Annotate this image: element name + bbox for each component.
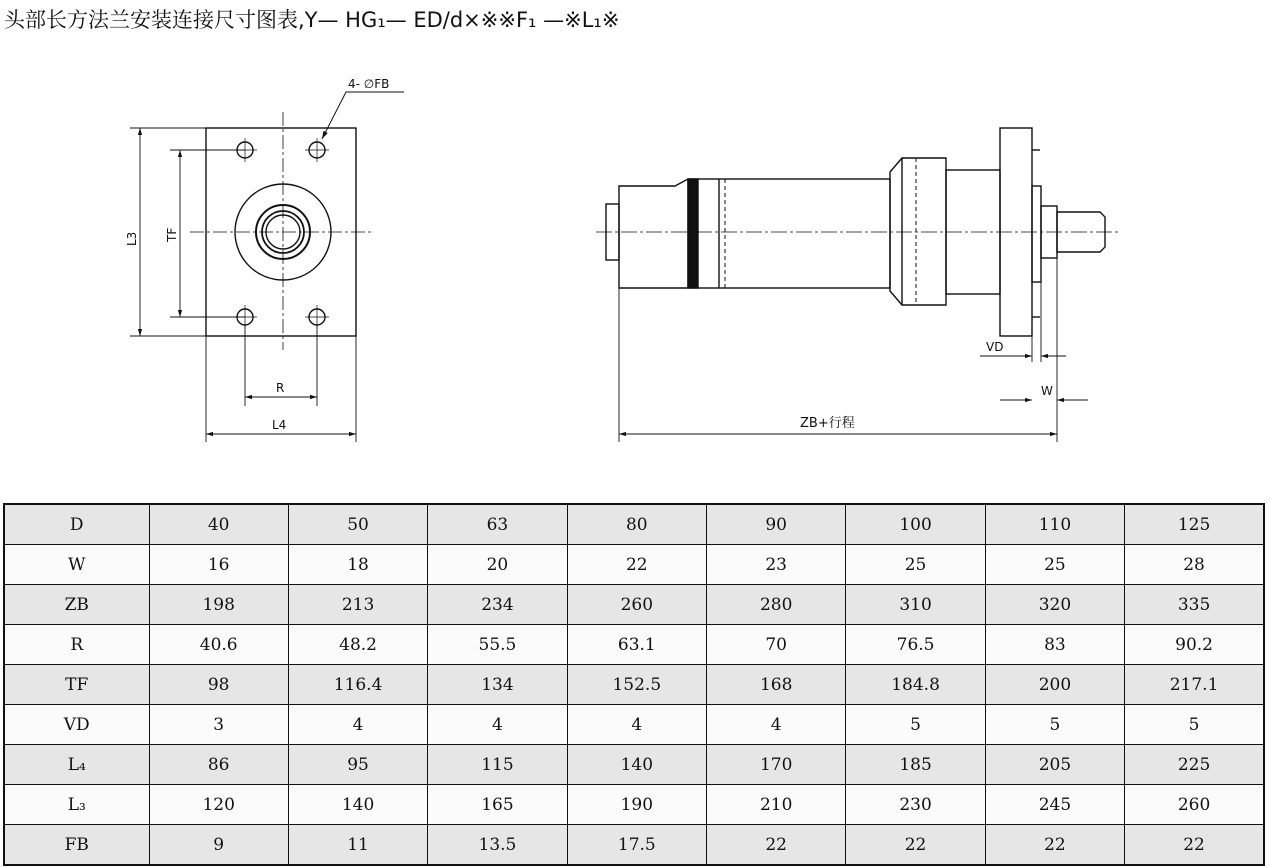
row-label: D: [4, 504, 149, 545]
table-cell: 234: [428, 585, 567, 625]
table-cell: 134: [428, 665, 567, 705]
vd-label: VD: [986, 340, 1004, 354]
tf-dimension: [170, 150, 245, 317]
table-cell: 40: [149, 504, 288, 545]
table-cell: 18: [288, 545, 427, 585]
table-cell: 184.8: [846, 665, 985, 705]
table-cell: 98: [149, 665, 288, 705]
table-row: [4, 785, 1264, 825]
table-cell: 152.5: [567, 665, 706, 705]
table-cell: 16: [149, 545, 288, 585]
table-cell: 225: [1125, 745, 1264, 785]
row-label: ZB: [4, 585, 149, 625]
table-cell: 198: [149, 585, 288, 625]
table-cell: 320: [985, 585, 1124, 625]
table-cell: 245: [985, 785, 1124, 825]
table-cell: 165: [428, 785, 567, 825]
dimension-table: [3, 503, 1265, 866]
l3-label: L3: [125, 231, 139, 246]
table-cell: 70: [707, 625, 846, 665]
table-cell: 95: [288, 745, 427, 785]
table-cell: 116.4: [288, 665, 427, 705]
table-cell: 13.5: [428, 825, 567, 866]
row-label: L₄: [4, 745, 149, 785]
w-label: W: [1041, 384, 1053, 398]
table-cell: 50: [288, 504, 427, 545]
r-label: R: [276, 381, 285, 395]
table-cell: 120: [149, 785, 288, 825]
table-cell: 90.2: [1125, 625, 1264, 665]
table-cell: 217.1: [1125, 665, 1264, 705]
table-cell: 22: [985, 825, 1124, 866]
table-cell: 310: [846, 585, 985, 625]
table-cell: 4: [707, 705, 846, 745]
table-cell: 55.5: [428, 625, 567, 665]
table-row: [4, 545, 1264, 585]
table-cell: 76.5: [846, 625, 985, 665]
w-dimension: [1000, 258, 1088, 442]
table-cell: 22: [846, 825, 985, 866]
row-label: TF: [4, 665, 149, 705]
table-cell: 80: [567, 504, 706, 545]
flange-front-view: [190, 112, 372, 350]
l4-label: L4: [272, 418, 287, 432]
table-cell: 3: [149, 705, 288, 745]
table-cell: 28: [1125, 545, 1264, 585]
table-cell: 4: [428, 705, 567, 745]
table-cell: 115: [428, 745, 567, 785]
page-title: 头部长方法兰安装连接尺寸图表,Y— HG₁— ED/d×※※F₁ —※L₁※: [4, 8, 620, 32]
table-cell: 22: [707, 825, 846, 866]
table-cell: 168: [707, 665, 846, 705]
table-row: [4, 825, 1264, 866]
table-cell: 260: [567, 585, 706, 625]
table-cell: 205: [985, 745, 1124, 785]
table-cell: 4: [288, 705, 427, 745]
table-cell: 260: [1125, 785, 1264, 825]
table-cell: 185: [846, 745, 985, 785]
table-row: [4, 585, 1264, 625]
table-cell: 200: [985, 665, 1124, 705]
row-label: W: [4, 545, 149, 585]
row-label: FB: [4, 825, 149, 866]
table-cell: 23: [707, 545, 846, 585]
row-label: R: [4, 625, 149, 665]
table-row: [4, 504, 1264, 545]
table-cell: 48.2: [288, 625, 427, 665]
table-cell: 335: [1125, 585, 1264, 625]
table-cell: 9: [149, 825, 288, 866]
table-cell: 63: [428, 504, 567, 545]
table-cell: 140: [288, 785, 427, 825]
table-cell: 110: [985, 504, 1124, 545]
fb-leader: [322, 92, 404, 139]
table-cell: 40.6: [149, 625, 288, 665]
row-label: L₃: [4, 785, 149, 825]
table-row: [4, 665, 1264, 705]
fb-callout-label: 4- ∅FB: [348, 77, 390, 91]
table-cell: 5: [846, 705, 985, 745]
tf-label: TF: [165, 227, 179, 242]
table-cell: 17.5: [567, 825, 706, 866]
table-cell: 25: [985, 545, 1124, 585]
table-row: [4, 745, 1264, 785]
table-cell: 25: [846, 545, 985, 585]
table-cell: 140: [567, 745, 706, 785]
table-cell: 5: [1125, 705, 1264, 745]
table-cell: 4: [567, 705, 706, 745]
table-cell: 86: [149, 745, 288, 785]
table-cell: 20: [428, 545, 567, 585]
table-cell: 125: [1125, 504, 1264, 545]
table-cell: 190: [567, 785, 706, 825]
table-cell: 90: [707, 504, 846, 545]
table-cell: 22: [1125, 825, 1264, 866]
table-row: [4, 705, 1264, 745]
table-cell: 83: [985, 625, 1124, 665]
table-cell: 170: [707, 745, 846, 785]
table-cell: 100: [846, 504, 985, 545]
table-cell: 210: [707, 785, 846, 825]
table-cell: 280: [707, 585, 846, 625]
table-cell: 5: [985, 705, 1124, 745]
table-cell: 11: [288, 825, 427, 866]
table-cell: 63.1: [567, 625, 706, 665]
table-cell: 22: [567, 545, 706, 585]
table-row: [4, 625, 1264, 665]
table-cell: 213: [288, 585, 427, 625]
zb-label: ZB+行程: [800, 416, 855, 431]
table-cell: 230: [846, 785, 985, 825]
row-label: VD: [4, 705, 149, 745]
